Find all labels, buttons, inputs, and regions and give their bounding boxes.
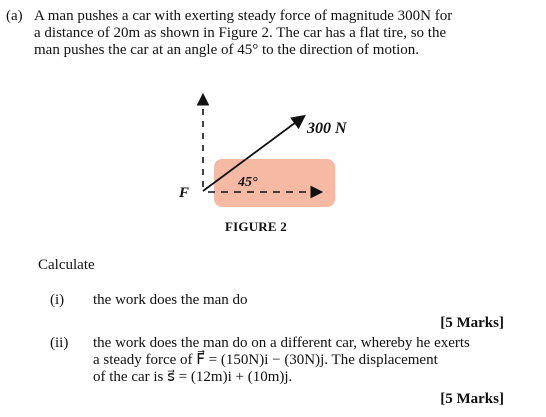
part-i-marks: [5 Marks] [440, 315, 504, 331]
part-i-label: (i) [50, 292, 65, 308]
part-ii-line-1: the work does the man do on a different car, whereby he exerts [93, 335, 470, 351]
part-i-text: the work does the man do [93, 292, 248, 308]
part-ii-line-2: a steady force of F⃗ = (150N)i − (30N)j. The displacement [93, 352, 438, 368]
question-line-3: man pushes the car at an angle of 45° to the direction of motion. [34, 42, 420, 58]
angle-label: 45° [238, 175, 258, 190]
force-label: 300 N [307, 120, 347, 137]
figure-2 [170, 80, 370, 230]
part-ii-line-3: of the car is s⃗ = (12m)i + (10m)j. [93, 369, 293, 385]
part-ii-marks: [5 Marks] [440, 391, 504, 407]
question-line-1: A man pushes a car with exerting steady force of magnitude 300N for [34, 8, 453, 24]
question-label: (a) [6, 8, 23, 24]
car-body [214, 159, 335, 207]
calculate-label: Calculate [38, 257, 95, 273]
force-diagram [170, 80, 370, 230]
part-ii-label: (ii) [50, 335, 69, 351]
question-line-2: a distance of 20m as shown in Figure 2. The car has a flat tire, so the [34, 25, 447, 41]
figure-caption: FIGURE 2 [225, 219, 287, 234]
question-intro [6, 8, 514, 59]
point-label: F [179, 185, 190, 201]
